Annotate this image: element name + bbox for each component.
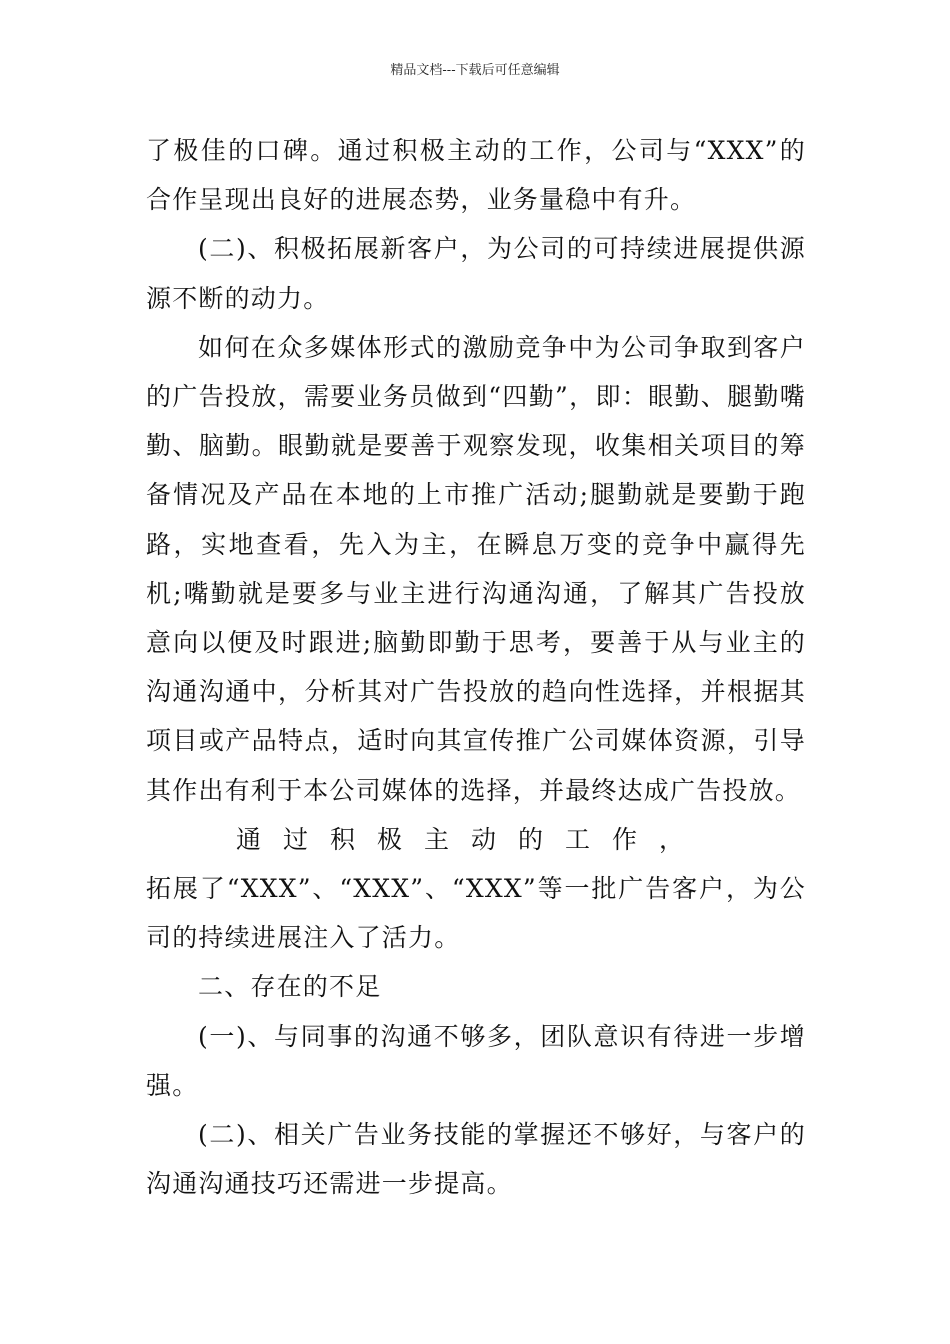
page-header: 精品文档---下载后可任意编辑 [390, 63, 560, 78]
paragraph-four-diligences: 如何在众多媒体形式的激励竞争中为公司争取到客户的广告投放，需要业务员做到“四勤”，即：眼勤、腿勤嘴勤、脑勤。眼勤就是要善于观察发现，收集相关项目的筹备情况及产品在本地的上市推广活动;腿勤就是要勤于跑路，实地查看，先入为主，在瞬息万变的竞争中赢得先机;嘴勤就是要多与业主进行沟通沟通，了解其广告投放意向以便及时跟进;脑勤即勤于思考，要善于从与业主的沟通沟通中，分析其对广告投放的趋向性选择，并根据其项目或产品特点，适时向其宣传推广公司媒体资源，引导其作出有利于本公司媒体的选择，并最终达成广告投放。 [146, 332, 806, 805]
paragraph-expansion: 拓展了“XXX”、“XXX”、“XXX”等一批广告客户，为公司的持续进展注入了活力。 [146, 874, 806, 953]
section-heading-shortcomings: 二、存在的不足 [198, 972, 382, 1002]
paragraph-shortcoming-1: (一)、与同事的沟通不够多，团队意识有待进一步增强。 [146, 1021, 806, 1100]
paragraph-expansion-lead: 通过积极主动的工作， [236, 824, 707, 854]
paragraph-shortcoming-2: (二)、相关广告业务技能的掌握还不够好，与客户的沟通沟通技巧还需进一步提高。 [146, 1120, 806, 1199]
paragraph-new-clients-heading: (二)、积极拓展新客户，为公司的可持续进展提供源源不断的动力。 [146, 234, 806, 313]
document-body [146, 126, 806, 1208]
paragraph-reputation: 了极佳的口碑。通过积极主动的工作，公司与“XXX”的合作呈现出良好的进展态势，业务量稳中有升。 [146, 136, 806, 215]
